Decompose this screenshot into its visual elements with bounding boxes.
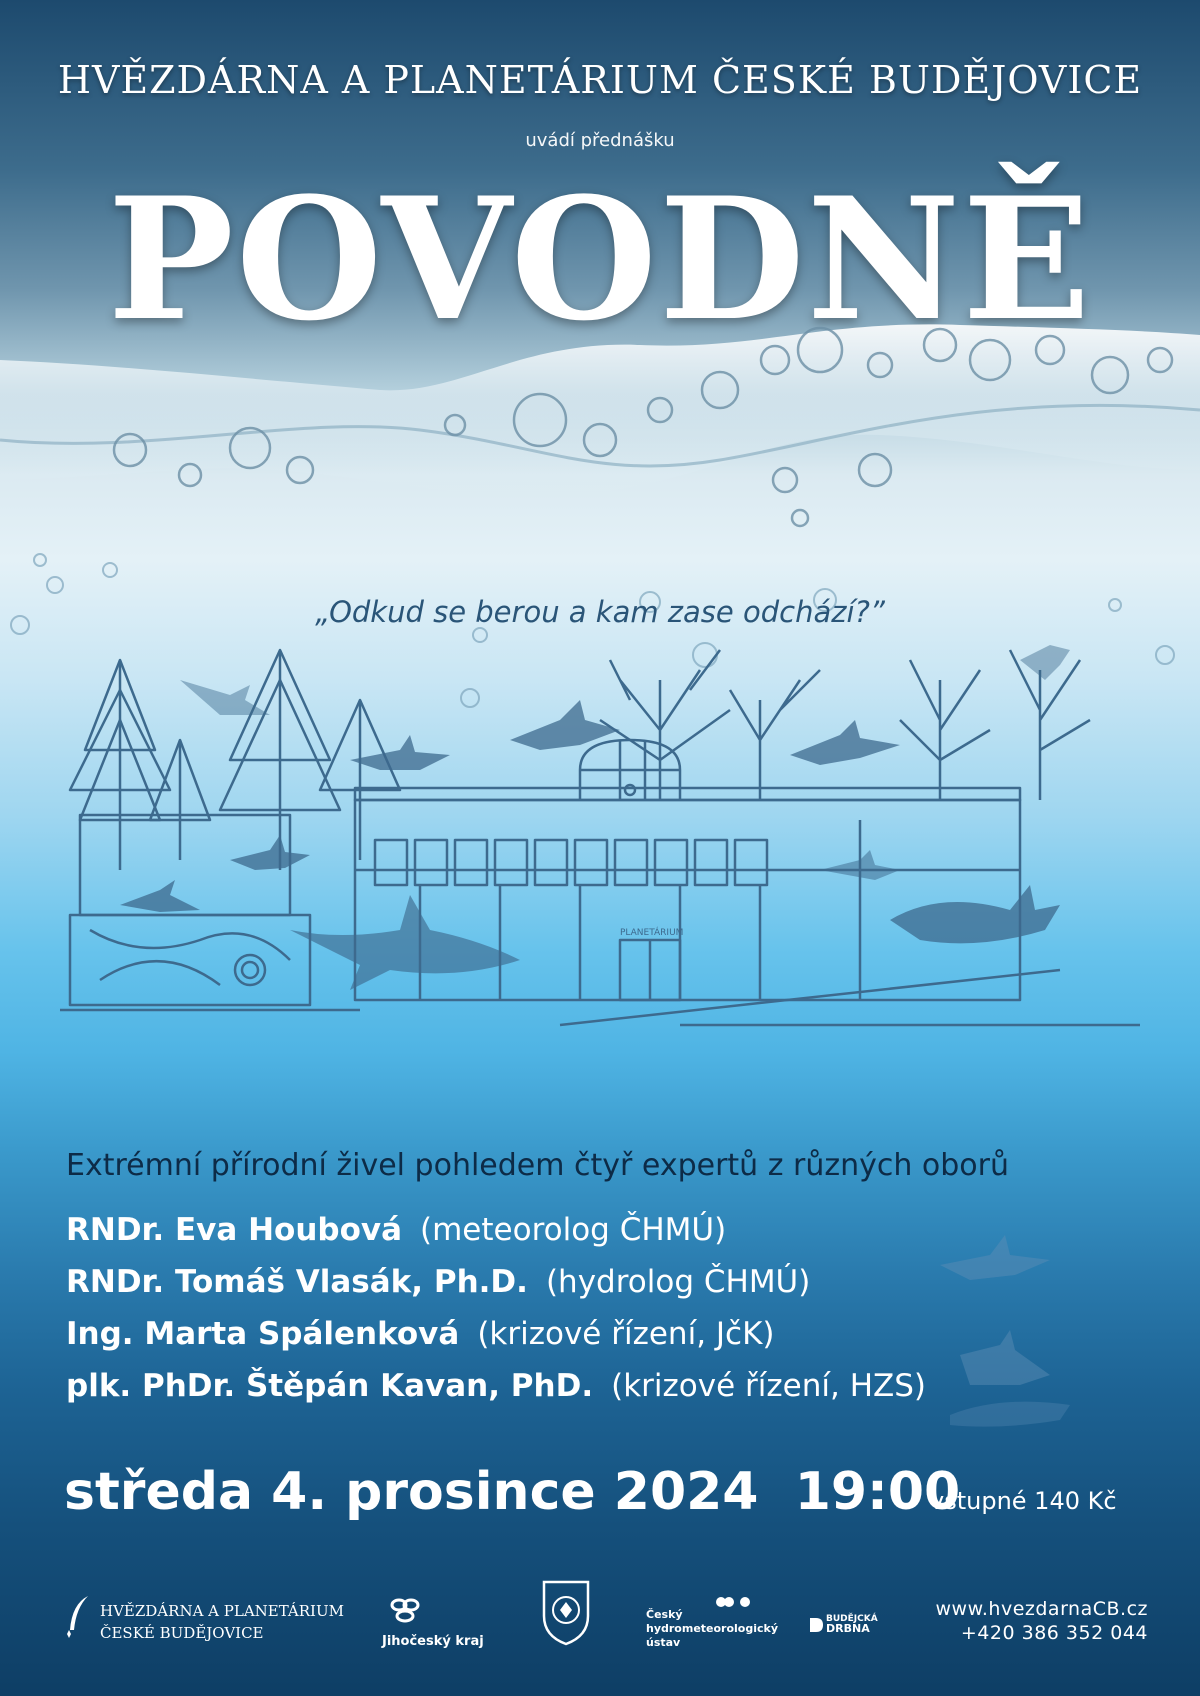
- expert-role: (krizové řízení, JčK): [477, 1316, 775, 1352]
- website-link[interactable]: www.hvezdarnaCB.cz: [935, 1598, 1148, 1620]
- chmu-line2: hydrometeorologický: [646, 1622, 779, 1635]
- crest-icon: [540, 1576, 592, 1646]
- list-item: [66, 1264, 1066, 1316]
- kraj-label: Jihočeský kraj: [382, 1634, 484, 1649]
- organizer-title: HVĚZDÁRNA A PLANETÁRIUM ČESKÉ BUDĚJOVICE: [57, 58, 1143, 102]
- expert-name: RNDr. Eva Houbová: [66, 1212, 403, 1248]
- expert-name: Ing. Marta Spálenková: [66, 1316, 460, 1352]
- presents-label: uvádí přednášku: [525, 130, 675, 151]
- subtitle: Extrémní přírodní živel pohledem čtyř expertů z různých oborů: [66, 1148, 1010, 1183]
- footer-org-line2: ČESKÉ BUDĚJOVICE: [100, 1624, 264, 1642]
- kraj-logo-icon: [388, 1596, 422, 1626]
- admission-price: vstupné 140 Kč: [930, 1487, 1117, 1515]
- expert-role: (hydrolog ČHMÚ): [545, 1264, 811, 1300]
- list-item: [66, 1368, 1066, 1420]
- chmu-line3: ústav: [646, 1636, 681, 1649]
- footer-organizer: [100, 1600, 344, 1644]
- expert-name: plk. PhDr. Štěpán Kavan, PhD.: [66, 1368, 594, 1404]
- list-item: [66, 1212, 1066, 1264]
- building-sign: PLANETÁRIUM: [620, 928, 684, 938]
- chmu-label: [646, 1608, 778, 1650]
- planetarium-scene: [60, 640, 1160, 1110]
- chmu-line1: Český: [646, 1608, 683, 1621]
- drbna-logo-icon: [808, 1616, 824, 1634]
- drbna-line2: DRBNA: [826, 1622, 870, 1635]
- list-item: [66, 1316, 1066, 1368]
- quill-icon: [64, 1594, 92, 1638]
- expert-role: (krizové řízení, HZS): [611, 1368, 927, 1404]
- expert-list: [66, 1212, 1066, 1420]
- event-date-time: středa 4. prosince 2024 19:00: [64, 1462, 961, 1522]
- building-windows: [375, 840, 767, 885]
- footer-org-line1: HVĚZDÁRNA A PLANETÁRIUM: [100, 1602, 344, 1620]
- quote: „Odkud se berou a kam zase odchází?”: [315, 595, 885, 629]
- tree-icon: [70, 660, 170, 870]
- phone-number[interactable]: +420 386 352 044: [960, 1622, 1148, 1644]
- drbna-label: [826, 1614, 878, 1634]
- water-surface: [0, 320, 1200, 550]
- event-title: POVODNĚ: [107, 160, 1093, 358]
- expert-role: (meteorolog ČHMÚ): [420, 1212, 727, 1248]
- drbna-line1: BUDĚJCKÁ: [826, 1614, 878, 1624]
- expert-name: RNDr. Tomáš Vlasák, Ph.D.: [66, 1264, 528, 1300]
